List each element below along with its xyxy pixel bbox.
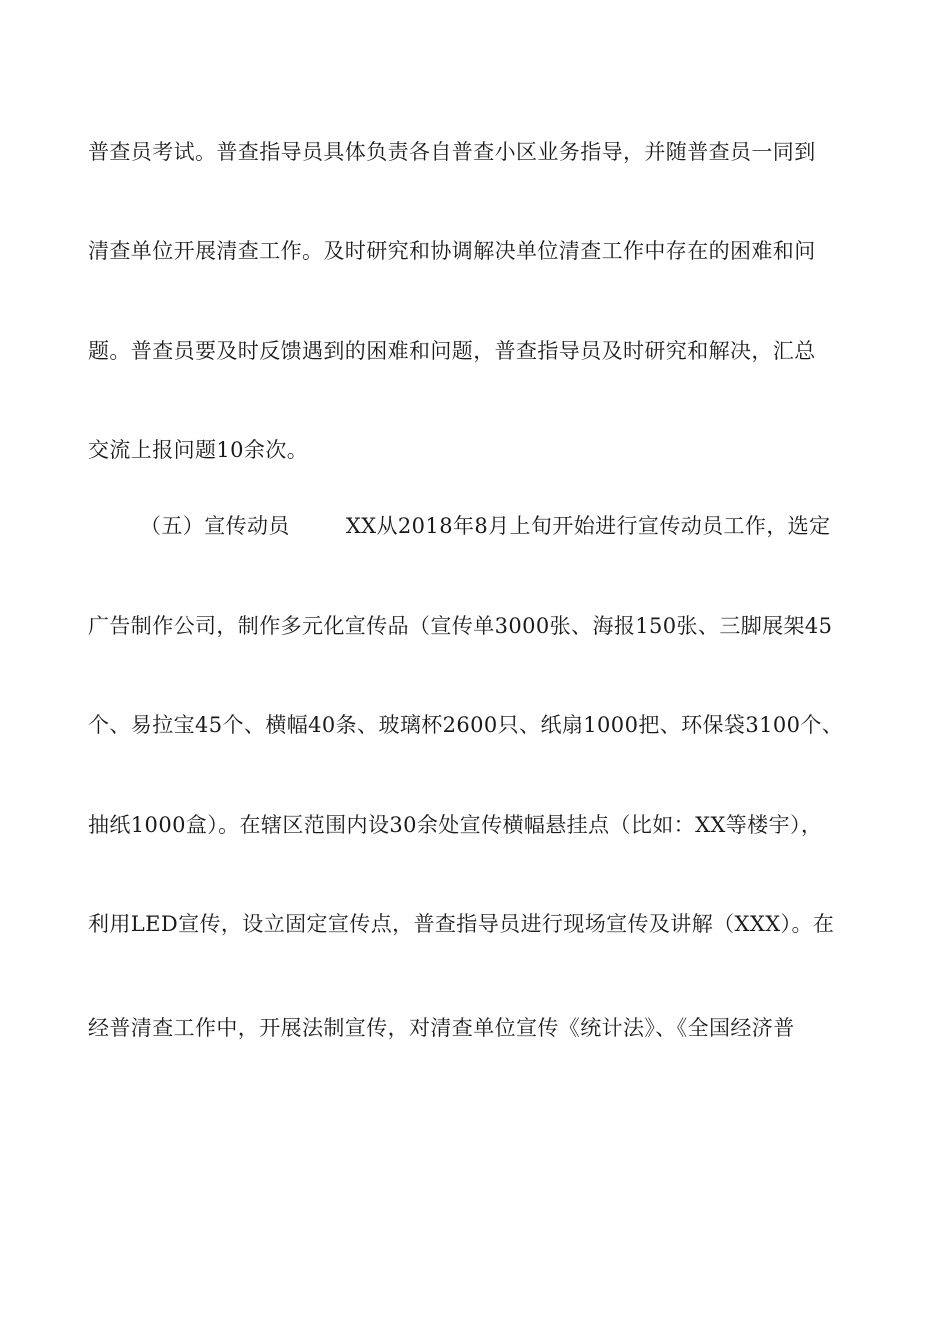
paragraph-line: 经普清查工作中，开展法制宣传，对清查单位宣传《统计法》、《全国经济普 <box>88 1016 795 1040</box>
paragraph-line: 利用LED宣传，设立固定宣传点，普查指导员进行现场宣传及讲解（XXX）。在 <box>88 912 835 936</box>
section-heading: （五）宣传动员 <box>140 514 290 538</box>
section-heading-line <box>140 511 831 541</box>
paragraph-line: 交流上报问题10余次。 <box>88 438 309 462</box>
section-text: XX从2018年8月上旬开始进行宣传动员工作，选定 <box>345 514 831 538</box>
paragraph-line: 个、易拉宝45个、横幅40条、玻璃杯2600只、纸扇1000把、环保袋3100个、 <box>88 713 844 737</box>
paragraph-line: 广告制作公司，制作多元化宣传品（宣传单3000张、海报150张、三脚展架45 <box>88 614 833 638</box>
paragraph-line: 清查单位开展清查工作。及时研究和协调解决单位清查工作中存在的困难和问 <box>88 239 816 263</box>
paragraph-line: 题。普查员要及时反馈遇到的困难和问题，普查指导员及时研究和解决，汇总 <box>88 339 816 363</box>
paragraph-line: 抽纸1000盒）。在辖区范围内设30余处宣传横幅悬挂点（比如：XX等楼宇）， <box>88 813 823 837</box>
paragraph-line: 普查员考试。普查指导员具体负责各自普查小区业务指导，并随普查员一同到 <box>88 140 816 164</box>
